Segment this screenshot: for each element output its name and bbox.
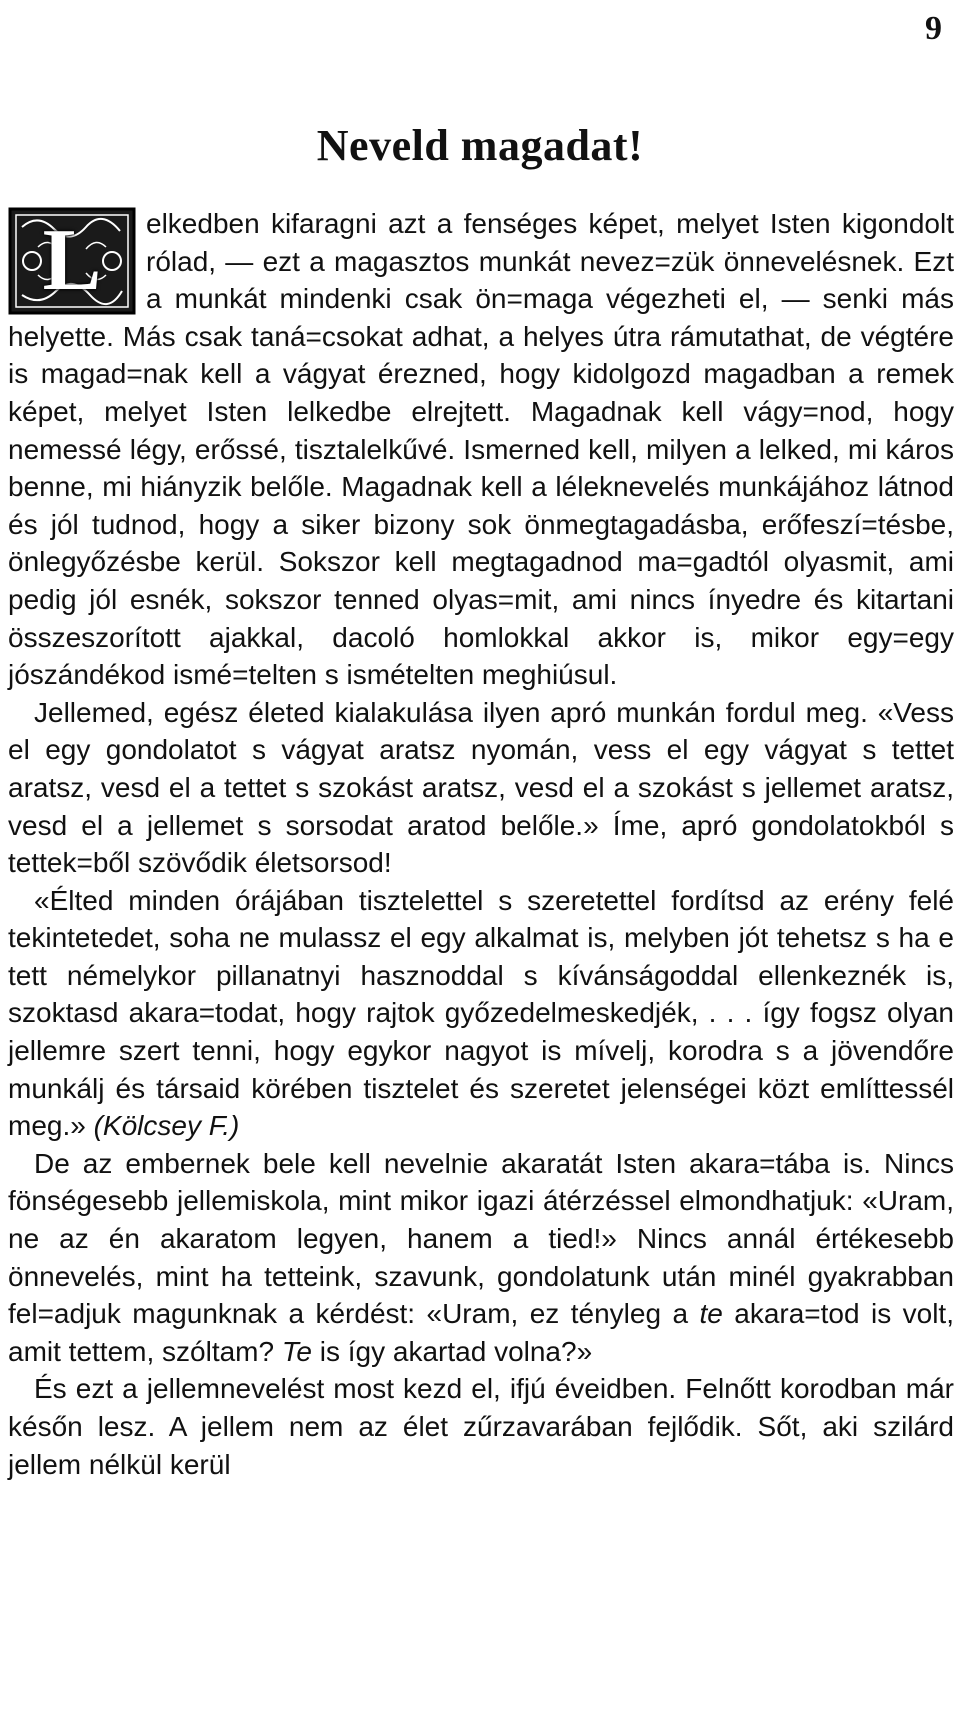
paragraph-2-text: Jellemed, egész életed kialakulása ilyen apró munkán fordul meg. «Vess el egy gondolatot s vágyat aratsz nyomán, vess el egy vágyat s tettet aratsz, vesd el a tettet s szokást aratsz, vesd el a szokást s jellemet aratsz, vesd el a jellemet s sorsodat aratod belőle.» Íme, apró gondolatokból s tettek=ből szövődik életsorsod! (8, 696, 954, 879)
paragraph-4-text: is így akartad volna?» (311, 1335, 593, 1367)
paragraph-4-emphasis: Te (281, 1335, 312, 1367)
paragraph-1 (8, 205, 954, 694)
paragraph-5-text: És ezt a jellemnevelést most kezd el, ifjú éveidben. Felnőtt korodban már későn lesz. A jellem nem az élet zűrzavarában fejlődik. Sőt, aki szilárd jellem nélkül kerül (8, 1373, 954, 1480)
paragraph-3 (8, 882, 954, 1145)
paragraph-4-text: De az embernek bele kell nevelnie akaratát Isten akara=tába is. Nincs fönségesebb jellemiskola, mint mikor igazi átérzéssel elmondhatjuk: «Uram, ne az én akaratom legyen, hanem a tied!» Nincs annál értékesebb önnevelés, mint ha tetteink, szavunk, gondolatunk után minél gyakrabban fel=adjuk magunknak a kérdést: «Uram, ez tényleg a (8, 1147, 954, 1330)
paragraph-2 (8, 694, 954, 882)
paragraph-4-emphasis: te (699, 1298, 723, 1330)
paragraph-3-text: «Élted minden órájában tisztelettel s szeretettel fordítsd az erény felé tekintetedet, soha ne mulassz el egy alkalmat is, melyben jót tehetsz s ha e tett némelykor pillanatnyi hasznoddal s kívánságoddal ellenkeznék is, szoktasd akara=todat, hogy rajtok győzedelmeskedjék, . . . így fogsz olyan jellemre szert tenni, hogy egykor nagyot is mívelj, korodra s a jövendőre munkálj és társaid körében tisztelet és szeretet jelenségei közt említtessél meg.» (8, 884, 954, 1142)
paragraph-5 (8, 1370, 954, 1483)
page-title: Neveld magadat! (316, 121, 644, 170)
body-text (8, 205, 954, 1483)
paragraph-4 (8, 1145, 954, 1371)
paragraph-3-attribution: (Kölcsey F.) (93, 1110, 240, 1142)
paragraph-4-text: akara=tod is volt, amit tettem, szóltam? (8, 1298, 954, 1367)
page-number: 9 (925, 10, 942, 47)
paragraph-1-text: elkedben kifaragni azt a fenséges képet, melyet Isten kigondolt rólad, — ezt a magasztos munkát nevez=zük önnevelésnek. Ezt a munkát mindenki csak ön=maga végezheti el, — senki más helyette. Más csak taná=csokat adhat, a helyes útra rámutathat, de végtére is magad=nak kell a vágyat érezned, hogy kidolgozd magadban a remek képet, melyet Isten lelkedbe elrejtett. Magadnak kell vágy=nod, hogy nemessé légy, erőssé, tisztalelkűvé. Ismerned kell, milyen a lelked, mi káros benne, mi hiányzik belőle. Magadnak kell a léleknevelés munkájához látnod és jól tudnod, hogy a siker bizony sok önmegtagadásba, erőfeszí=tésbe, önlegyőzésbe kerül. Sokszor kell megtagadnod ma=gadtól olyasmit, ami pedig jól esnék, sokszor tenned olyas=mit, ami nincs ínyedre és kitartani összeszorított ajakkal, dacoló homlokkal akkor is, mikor egy=egy jószándékod ismé=telten s ismételten meghiúsul. (8, 208, 954, 691)
ornamental-initial (8, 207, 136, 315)
drop-cap-letter: L (42, 212, 102, 309)
